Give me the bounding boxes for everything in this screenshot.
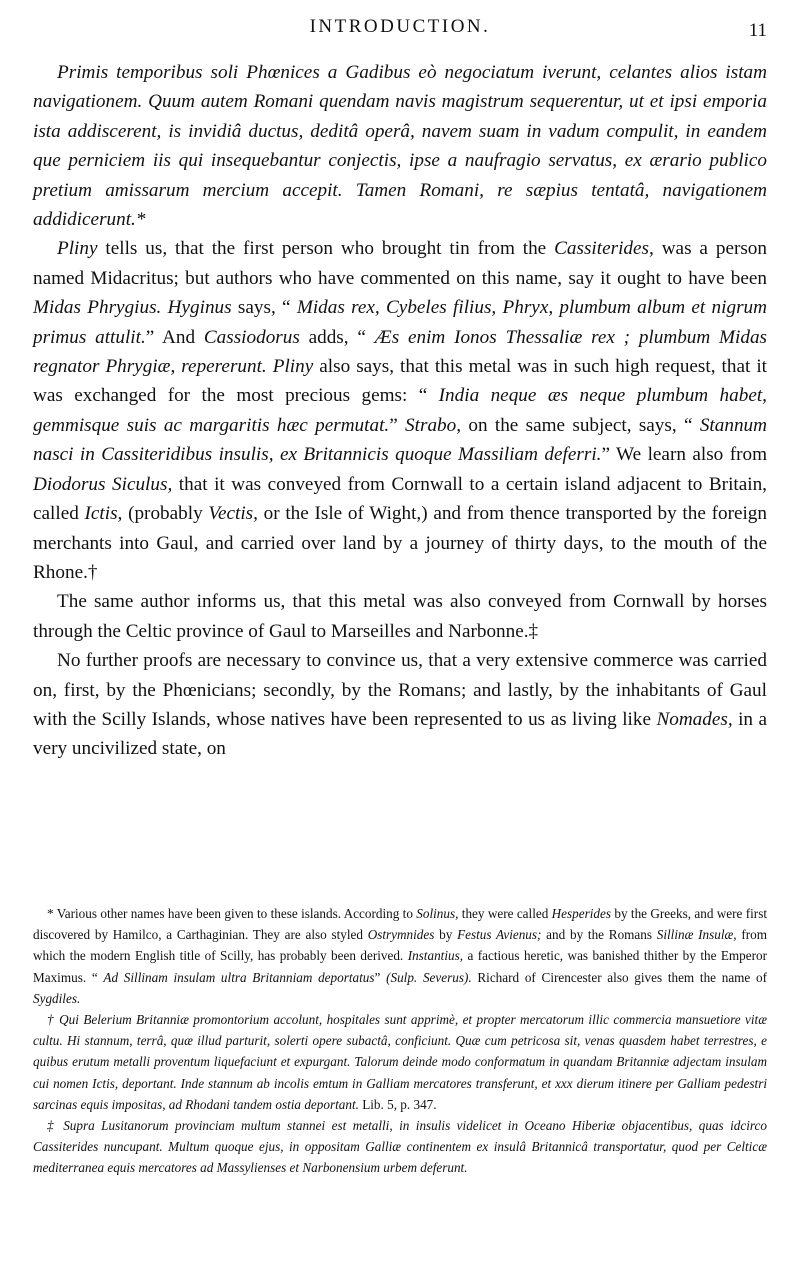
text-run: that it was conveyed from Cornwall to a certain island adjacent to Britain, called xyxy=(33,473,767,525)
text-run: says, “ xyxy=(231,297,297,319)
name-instantius: Instantius, xyxy=(407,948,464,964)
page-number: 11 xyxy=(748,20,767,41)
text-run: was a person named Midacritus; but authors who have commented on this name, say it ought to have been xyxy=(33,238,767,289)
name-pliny: Pliny xyxy=(57,238,98,260)
text-run: also says, that this metal was in such high request, that it was exchanged for the most precious gems: “ xyxy=(33,356,767,407)
text-run: in a very uncivilized state, on xyxy=(33,708,767,760)
text-run: ” And xyxy=(145,326,204,348)
citation-sulp-severus: (Sulp. Severus). xyxy=(386,969,472,985)
text-run: No further proofs are necessary to convince us, that a very extensive commerce was carried on, first, by the Phœnicians; secondly, by the Romans; and lastly, by the inhabitants of Gaul with the Scilly Islands, whose natives have been represented to us as living like xyxy=(33,650,767,730)
text-run: they were called xyxy=(458,906,552,921)
quote-cassiodorus: Æs enim Ionos Thessaliæ rex ; plumbum Midas regnator Phrygiæ, repererunt. xyxy=(33,326,768,378)
quote-sulpicius: Ad Sillinam insulam ultra Britanniam deportatus xyxy=(103,969,375,985)
name-pliny: Pliny xyxy=(272,356,314,378)
quote-pliny: India neque æs neque plumbum habet, gemmisque suis ac margaritis hæc permutat. xyxy=(33,385,767,436)
name-silline-insule: Sillinæ Insulæ, xyxy=(656,927,737,943)
text-run: † Qui Belerium Britanniæ promontorium accolunt, hospitales sunt apprimè, et propter mercatorum illic commercia mansuetiore vitæ cultu. Hi stannum, terrâ, quæ illud parturit, solerti opere subactâ, conficiunt. Quæ cum petricosa sit, venas quasdem habet terrestres, e quibus erutum metalli proventum liquefaciunt et expurgant. Talorum deinde modo conformatum in quandam Britanniæ adjectam insulam cui nomen Ictis, deportant. Inde stannum ab incolis emtum in Galliam mercatores transferunt, et xxx dierum itinere per Galliam pedestri sarcinas equis impositas, ad Rhodani tandem ostia deportant. xyxy=(33,1012,767,1112)
text-run: ” xyxy=(389,414,406,436)
name-hyginus: Hyginus xyxy=(167,297,232,319)
text-run: tells us, that the first person who brought tin from the xyxy=(97,238,555,260)
name-midas-phrygius: Midas Phrygius. xyxy=(33,297,162,319)
footnote-star xyxy=(33,903,767,1009)
footnote-double-dagger: ‡ Supra Lusitanorum provinciam multum stannei est metalli, in insulis videlicet in Oceano Hiberiæ objacentibus, quas idcirco Cassiterides nuncupant. Multum quoque ejus, in oppositam Galliæ continentem ex insulâ Britannicâ transportatur, quod per Celticæ mediterranea equis mercatores ad Massylienses et Narbonensium urbem deferunt. xyxy=(33,1118,767,1176)
running-head xyxy=(0,14,800,44)
paragraph-pliny xyxy=(33,234,767,587)
text-run: on the same subject, says, “ xyxy=(461,414,700,436)
text-run: (probably xyxy=(122,503,209,525)
name-sygdiles: Sygdiles. xyxy=(33,990,81,1006)
text-run: from which the modern English title of Scilly, has probably been derived. xyxy=(33,927,767,964)
name-hesperides: Hesperides xyxy=(551,906,611,921)
footnote-dagger xyxy=(33,1009,767,1115)
citation-lib-5: Lib. 5, p. 347. xyxy=(358,1096,437,1112)
paragraph-no-further-proofs xyxy=(33,646,767,764)
name-cassiterides: Cassiterides, xyxy=(554,238,654,260)
name-diodorus-siculus: Diodorus Siculus, xyxy=(33,473,173,495)
body-text xyxy=(33,58,767,764)
text-run: Richard of Cirencester also gives them the name of xyxy=(471,969,767,985)
quote-hyginus: Midas rex, Cybeles filius, Phryx, plumbum album et nigrum primus attulit. xyxy=(33,297,767,348)
text-run: a factious heretic, was banished thither by the Emperor Maximus. “ xyxy=(33,948,768,985)
text-run: by xyxy=(434,927,458,943)
name-ictis: Ictis, xyxy=(84,503,123,525)
text-run: or the Isle of Wight,) and from thence transported by the foreign merchants into Gaul, and carried over land by a journey of thirty days, to the mouth of the Rhone.† xyxy=(33,503,767,583)
name-vectis: Vectis, xyxy=(208,503,258,525)
running-title: INTRODUCTION. xyxy=(309,16,491,37)
text-run: ” We learn also from xyxy=(601,444,767,466)
name-cassiodorus: Cassiodorus xyxy=(203,326,300,348)
text-run: and by the Romans xyxy=(541,927,657,943)
name-solinus: Solinus, xyxy=(416,906,459,921)
paragraph-same-author: The same author informs us, that this metal was also conveyed from Cornwall by horses through the Celtic province of Gaul to Marseilles and Narbonne.‡ xyxy=(33,591,767,642)
name-nomades: Nomades, xyxy=(656,708,733,730)
quote-strabo: Stannum nasci in Cassiteridibus insulis, ex Britannicis quoque Massiliam deferri. xyxy=(33,414,767,466)
text-run: * Various other names have been given to these islands. According to xyxy=(47,906,417,921)
name-strabo: Strabo, xyxy=(405,414,462,436)
text-run: ” xyxy=(374,969,387,985)
text-run: by the Greeks, and were first discovered by Hamilco, a Carthaginian. They are also styled xyxy=(33,906,767,943)
name-ostrymnides: Ostrymnides xyxy=(367,927,435,943)
footnotes xyxy=(33,903,767,1179)
paragraph-latin-quote: Primis temporibus soli Phœnices a Gadibus eò negociatum iverunt, celantes alios istam navigationem. Quum autem Romani quendam navis magistrum sequerentur, ut et ipsi emporia ista addiscerent, is invidiâ ductus, deditâ operâ, navem suam in vadum compulit, in eandem que perniciem iis qui insequebantur conjectis, ipse a naufragio servatus, ex ærario publico pretium amissarum mercium accepit. Tamen Romani, re sæpius tentatâ, navigationem addidicerunt.* xyxy=(33,62,767,231)
name-festus-avienus: Festus Avienus; xyxy=(457,927,542,943)
text-run: adds, “ xyxy=(299,326,375,348)
